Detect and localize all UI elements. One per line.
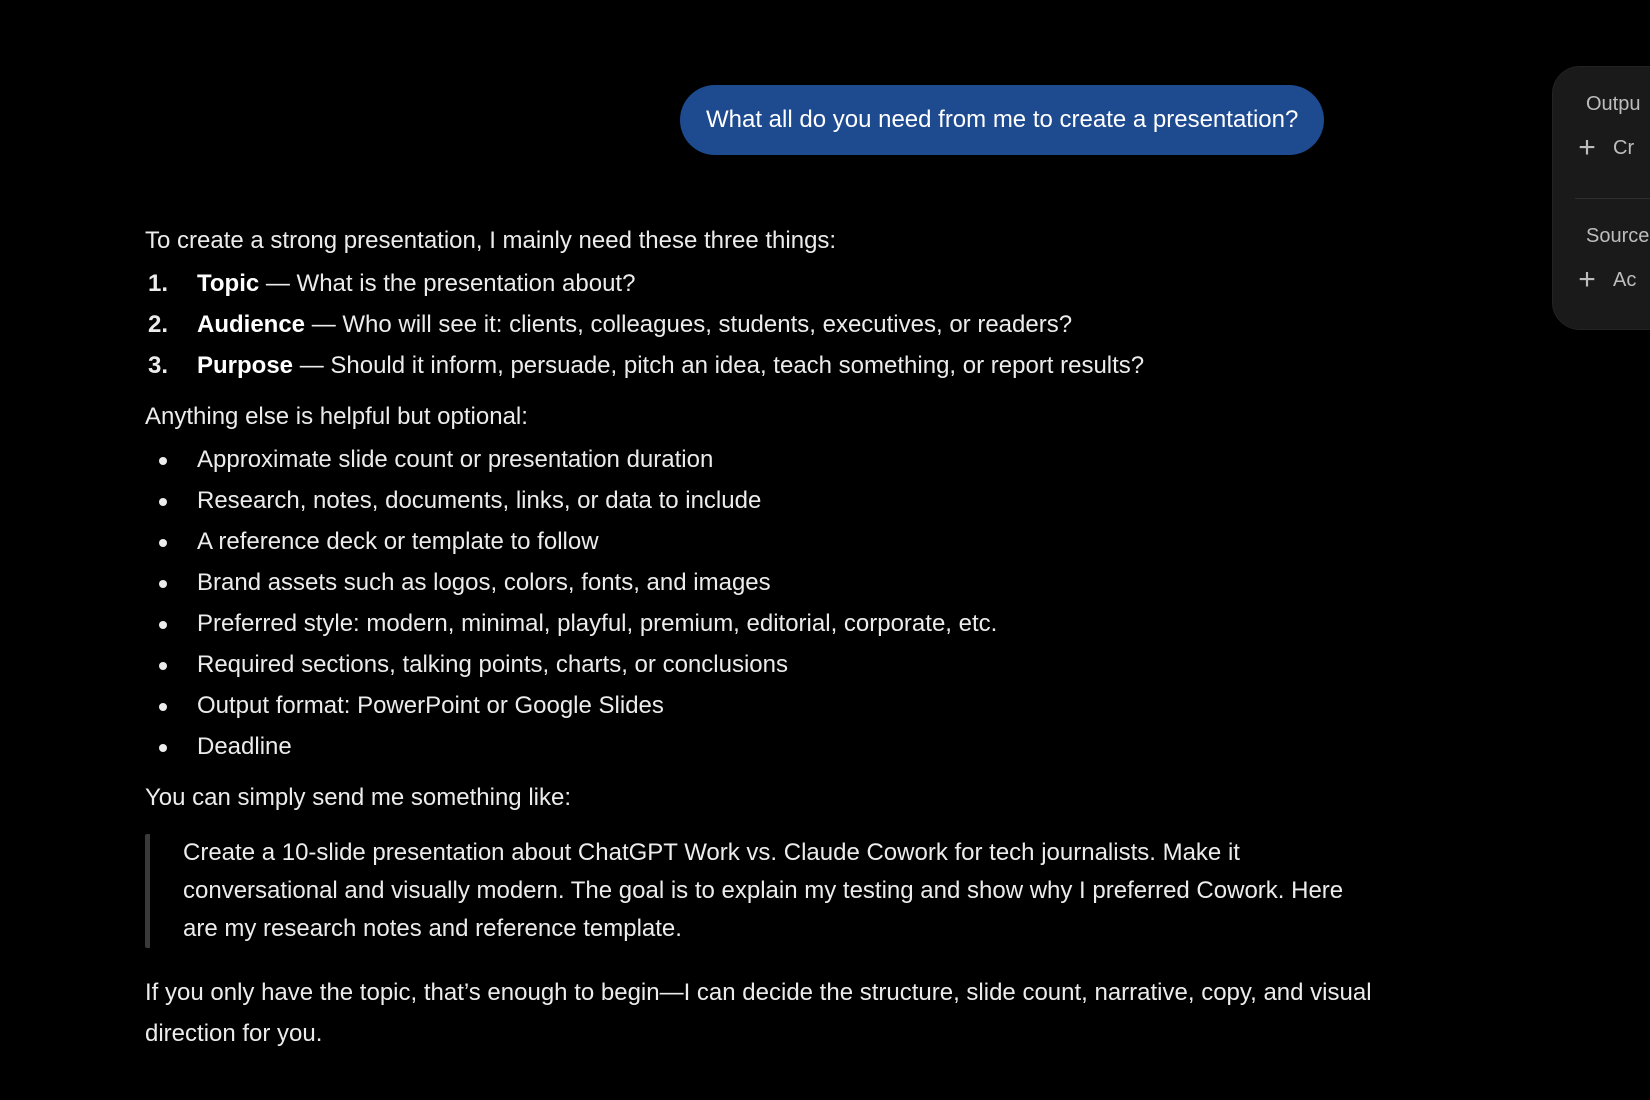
optional-item: Research, notes, documents, links, or data to include — [145, 480, 1375, 521]
plus-icon: + — [1578, 131, 1596, 164]
bullet-dot-icon — [159, 457, 167, 465]
optional-item: Deadline — [145, 726, 1375, 767]
output-heading: Outpu — [1586, 93, 1641, 115]
bullet-dot-icon — [159, 621, 167, 629]
panel-divider — [1575, 198, 1650, 199]
optional-item: Output format: PowerPoint or Google Slides — [145, 685, 1375, 726]
needs-item-text: — Who will see it: clients, colleagues, students, executives, or readers? — [305, 311, 1073, 338]
needs-item-term: Topic — [197, 270, 260, 297]
user-message-text: What all do you need from me to create a presentation? — [706, 106, 1299, 133]
side-panel — [1552, 66, 1650, 330]
bullet-dot-icon — [159, 580, 167, 588]
plus-icon: + — [1578, 263, 1596, 296]
needs-item-term: Purpose — [197, 352, 294, 379]
add-source-button[interactable] — [1575, 265, 1636, 295]
needs-item-term: Audience — [197, 311, 306, 338]
optional-intro: Anything else is helpful but optional: — [145, 403, 528, 430]
needs-item-number: 2. — [148, 311, 169, 338]
bullet-dot-icon — [159, 539, 167, 547]
user-message-bubble — [680, 85, 1324, 155]
optional-item: Required sections, talking points, charts, or conclusions — [145, 644, 1375, 685]
optional-item: A reference deck or template to follow — [145, 521, 1375, 562]
optional-item: Approximate slide count or presentation duration — [145, 439, 1375, 480]
needs-item-text: — What is the presentation about? — [259, 270, 636, 297]
bullet-dot-icon — [159, 662, 167, 670]
assistant-message — [145, 220, 1375, 1054]
example-quote: Create a 10-slide presentation about ChatGPT Work vs. Claude Cowork for tech journalists. Make it conversational and visually modern. The goal is to explain my testing and show why I preferred Cowork. Here are my research notes and reference template. — [145, 834, 1375, 948]
needs-item — [145, 304, 1375, 345]
needs-item-text: — Should it inform, persuade, pitch an idea, teach something, or report results? — [293, 352, 1145, 379]
needs-list — [145, 263, 1375, 386]
needs-item — [145, 263, 1375, 304]
assistant-intro: To create a strong presentation, I mainly need these three things: — [145, 227, 837, 254]
needs-item — [145, 345, 1375, 386]
example-intro: You can simply send me something like: — [145, 784, 571, 811]
needs-item-number: 1. — [148, 270, 169, 297]
optional-item: Brand assets such as logos, colors, fonts, and images — [145, 562, 1375, 603]
bullet-dot-icon — [159, 703, 167, 711]
create-output-button[interactable] — [1575, 133, 1634, 163]
optional-list — [145, 439, 1375, 767]
needs-item-number: 3. — [148, 352, 169, 379]
bullet-dot-icon — [159, 744, 167, 752]
bullet-dot-icon — [159, 498, 167, 506]
create-output-label: Cr — [1613, 136, 1635, 159]
add-source-label: Ac — [1613, 268, 1637, 291]
optional-item: Preferred style: modern, minimal, playful, premium, editorial, corporate, etc. — [145, 603, 1375, 644]
sources-heading: Source — [1586, 225, 1650, 247]
closing-paragraph: If you only have the topic, that’s enough to begin—I can decide the structure, slide count, narrative, copy, and visual direction for you. — [145, 979, 1372, 1047]
